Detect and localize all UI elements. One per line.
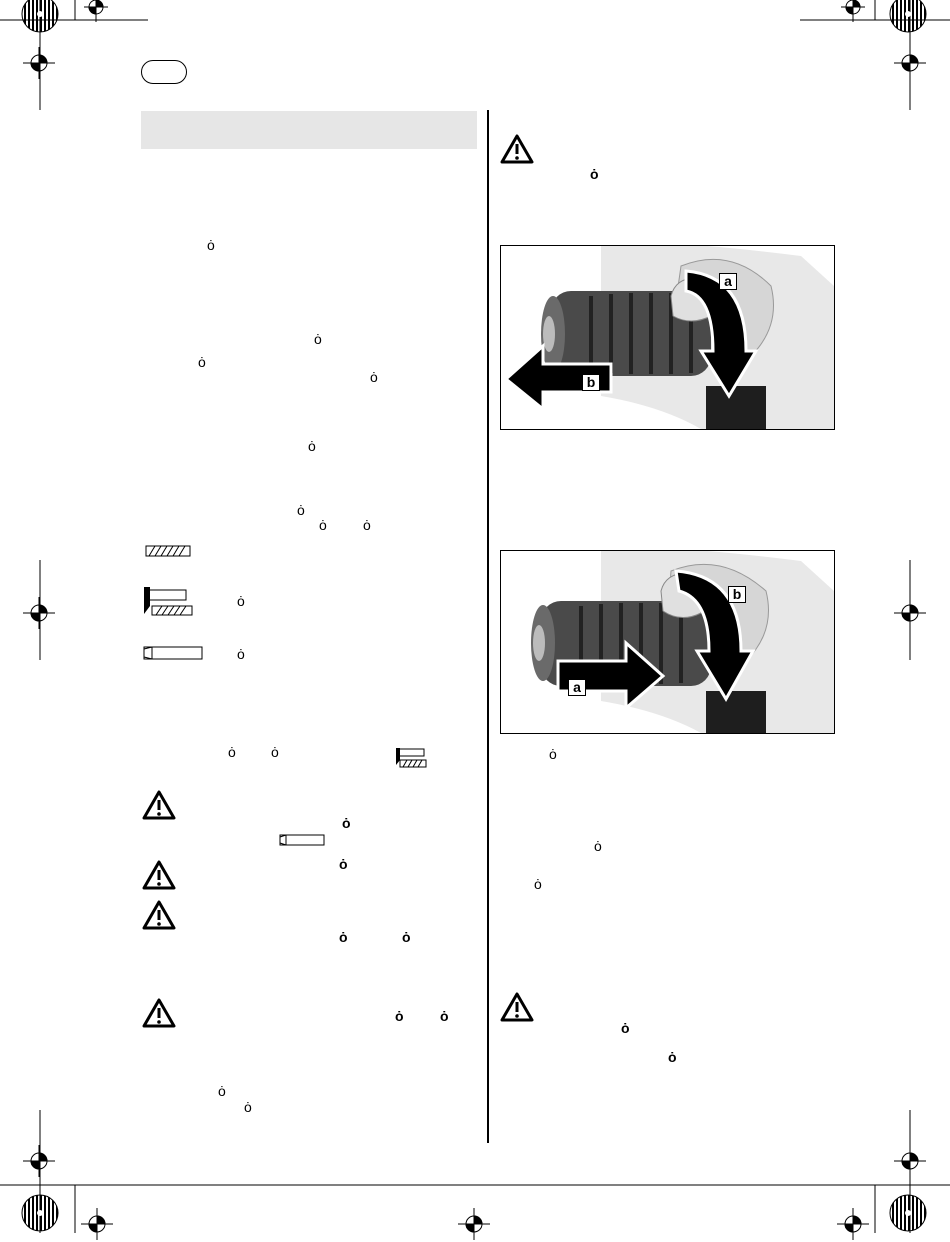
special-char: ȯ	[594, 838, 602, 854]
special-char: ȯ	[319, 517, 327, 533]
crosshair-registration-icon	[21, 1143, 57, 1179]
special-char: ȯ	[237, 646, 245, 662]
warning-triangle-icon	[142, 998, 176, 1028]
special-char: ȯ	[402, 929, 411, 945]
crosshair-registration-icon	[892, 1143, 928, 1179]
special-char: ȯ	[370, 369, 378, 385]
chisel-icon	[278, 833, 326, 847]
crosshair-registration-icon	[835, 1206, 871, 1242]
special-char: ȯ	[207, 237, 215, 253]
language-badge	[141, 60, 187, 84]
warning-triangle-icon	[500, 134, 534, 164]
special-char: ȯ	[549, 746, 557, 762]
crosshair-registration-icon	[838, 0, 868, 30]
warning-triangle-icon	[500, 992, 534, 1022]
figure-label-a: a	[719, 273, 737, 290]
special-char: ȯ	[440, 1008, 449, 1024]
special-char: ȯ	[339, 929, 348, 945]
warning-triangle-icon	[142, 900, 176, 930]
color-wheel-icon	[888, 1193, 928, 1233]
color-wheel-icon	[20, 1193, 60, 1233]
special-char: ȯ	[297, 502, 305, 518]
hammer-drill-icon	[142, 586, 194, 618]
warning-triangle-icon	[142, 860, 176, 890]
special-char: ȯ	[590, 166, 599, 182]
special-char: ȯ	[228, 744, 236, 760]
drill-bit-icon	[145, 545, 191, 557]
warning-triangle-icon	[142, 790, 176, 820]
hammer-drill-icon	[394, 747, 428, 769]
special-char: ȯ	[534, 876, 542, 892]
figure-label-b: b	[582, 374, 600, 391]
special-char: ȯ	[308, 438, 316, 454]
figure-label-b: b	[728, 586, 746, 603]
crosshair-registration-icon	[21, 45, 57, 81]
special-char: ȯ	[342, 815, 351, 831]
crosshair-registration-icon	[456, 1206, 492, 1242]
section-header-bar	[141, 111, 477, 149]
special-char: ȯ	[237, 593, 245, 609]
special-char: ȯ	[621, 1020, 630, 1036]
special-char: ȯ	[668, 1049, 677, 1065]
crosshair-registration-icon	[892, 45, 928, 81]
special-char: ȯ	[339, 856, 348, 872]
figure-label-a: a	[568, 679, 586, 696]
special-char: ȯ	[395, 1008, 404, 1024]
figure-chuck-release	[500, 245, 835, 430]
special-char: ȯ	[244, 1099, 252, 1115]
crosshair-registration-icon	[79, 1206, 115, 1242]
special-char: ȯ	[314, 331, 322, 347]
crosshair-registration-icon	[81, 0, 111, 30]
chisel-icon	[142, 645, 204, 661]
color-wheel-icon	[888, 0, 928, 34]
crosshair-registration-icon	[892, 595, 928, 631]
figure-chuck-attach	[500, 550, 835, 734]
special-char: ȯ	[363, 517, 371, 533]
color-wheel-icon	[20, 0, 60, 34]
special-char: ȯ	[218, 1083, 226, 1099]
crosshair-registration-icon	[21, 595, 57, 631]
special-char: ȯ	[271, 744, 279, 760]
special-char: ȯ	[198, 354, 206, 370]
